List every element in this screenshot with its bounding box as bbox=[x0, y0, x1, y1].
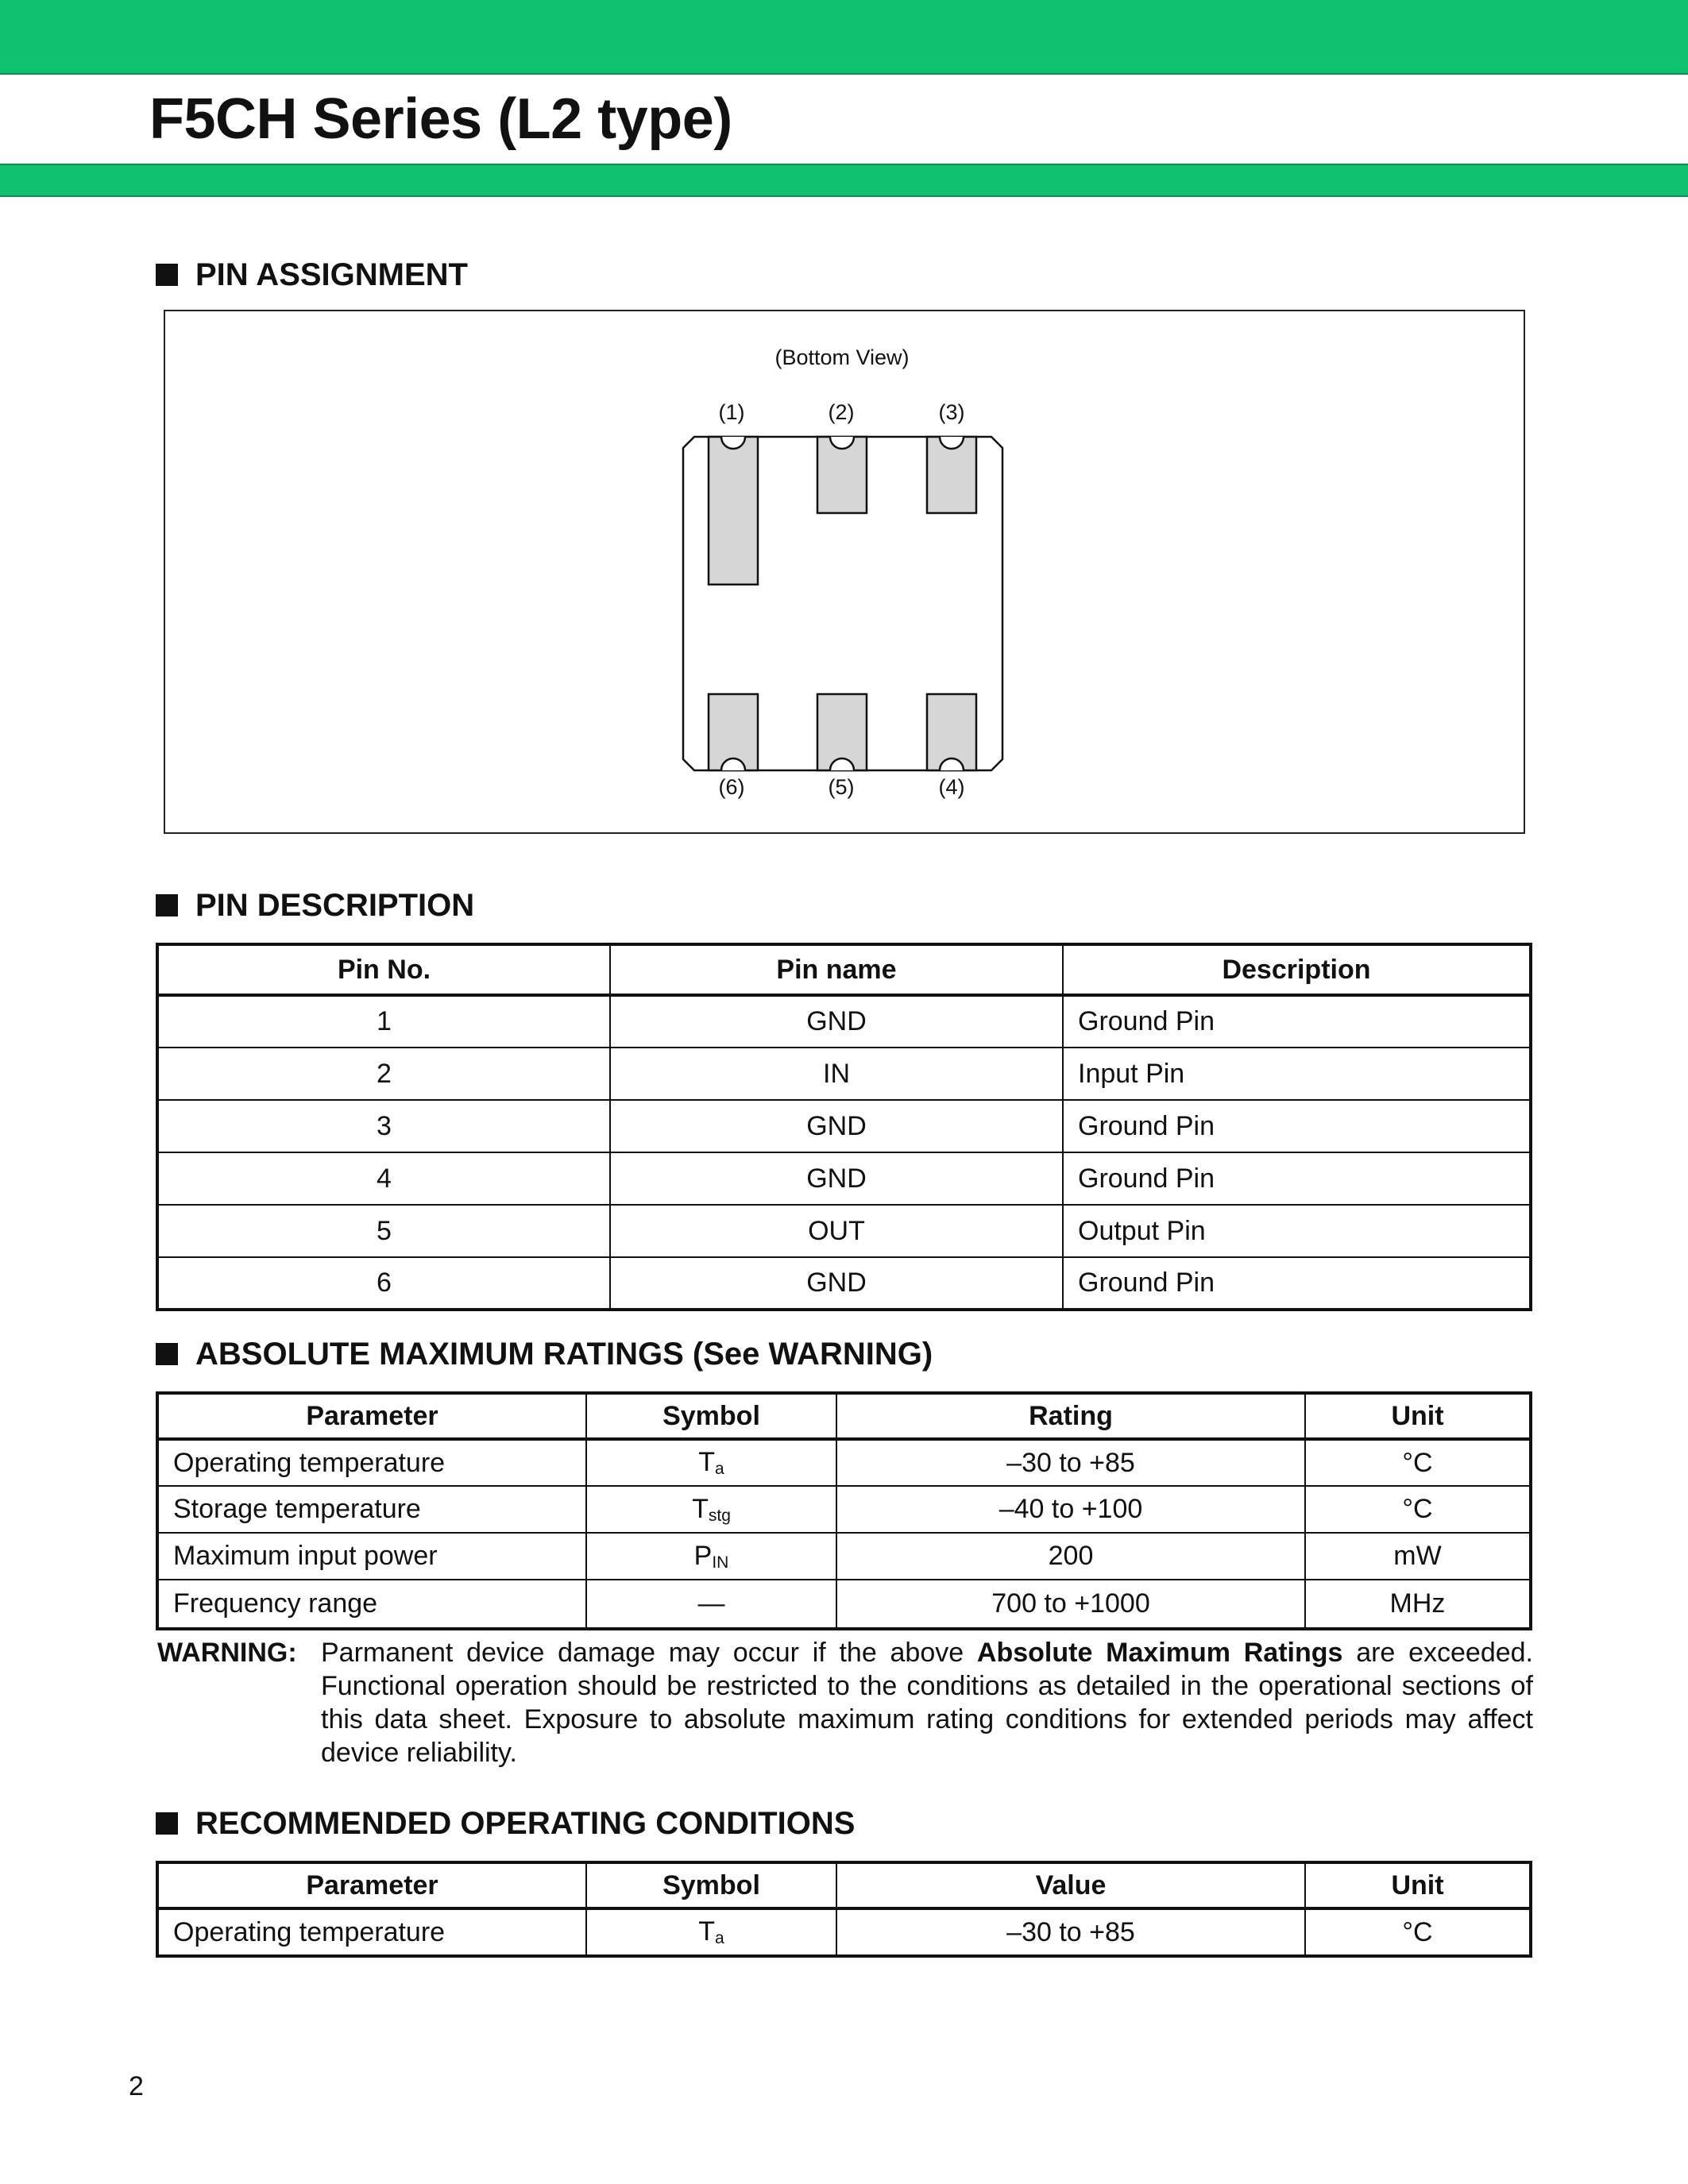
pin-label-3: (3) bbox=[938, 400, 965, 424]
column-header: Symbol bbox=[586, 1393, 836, 1439]
section-heading-absolute-maximum-ratings: ABSOLUTE MAXIMUM RATINGS (See WARNING) bbox=[156, 1335, 933, 1373]
column-header: Pin name bbox=[610, 944, 1063, 995]
pin-label-1: (1) bbox=[718, 400, 745, 424]
bottom-view-label: (Bottom View) bbox=[774, 345, 910, 369]
symbol-cell: $T_a$ bbox=[586, 1908, 836, 1956]
unit-cell: °C bbox=[1305, 1439, 1531, 1486]
table-row bbox=[157, 1533, 1531, 1580]
section-heading-recommended-operating-conditions: RECOMMENDED OPERATING CONDITIONS bbox=[156, 1804, 855, 1843]
table-row bbox=[157, 1205, 1531, 1257]
pin-description-table bbox=[156, 943, 1532, 1311]
unit-cell: °C bbox=[1305, 1486, 1531, 1533]
pin-name: GND bbox=[610, 995, 1063, 1048]
symbol-cell: — bbox=[586, 1580, 836, 1629]
page-title: F5CH Series (L2 type) bbox=[149, 87, 732, 151]
pin-name: GND bbox=[610, 1257, 1063, 1310]
pin-number: 1 bbox=[157, 995, 610, 1048]
pin-label-6: (6) bbox=[718, 775, 745, 799]
parameter-cell: Storage temperature bbox=[157, 1486, 586, 1533]
unit-cell: °C bbox=[1305, 1908, 1531, 1956]
symbol-cell: $P_{IN}$ bbox=[586, 1533, 836, 1580]
parameter-cell: Operating temperature bbox=[157, 1439, 586, 1486]
recommended-operating-conditions-table bbox=[156, 1861, 1532, 1958]
table-row bbox=[157, 1257, 1531, 1310]
pin-label-2: (2) bbox=[828, 400, 855, 424]
pin-number: 6 bbox=[157, 1257, 610, 1310]
pin-number: 3 bbox=[157, 1100, 610, 1152]
section-heading-pin-description: PIN DESCRIPTION bbox=[156, 886, 474, 924]
square-bullet-icon bbox=[156, 264, 178, 286]
pin-number: 2 bbox=[157, 1048, 610, 1100]
rating-cell: 700 to +1000 bbox=[836, 1580, 1305, 1629]
table-header-row bbox=[157, 1862, 1531, 1908]
table-row bbox=[157, 1048, 1531, 1100]
column-header: Pin No. bbox=[157, 944, 610, 995]
table-row bbox=[157, 1580, 1531, 1629]
square-bullet-icon bbox=[156, 1343, 178, 1365]
top-color-band bbox=[0, 0, 1688, 75]
table-header-row bbox=[157, 944, 1531, 995]
warning-text: Parmanent device damage may occur if the above Absolute Maximum Ratings are exceeded. Functional operation should be restricted to the conditions as detailed in the operational sections of this data sheet. Exposure to absolute maximum rating conditions for extended periods may affect device reliability. bbox=[321, 1638, 1534, 1768]
pin-label-5: (5) bbox=[828, 775, 855, 799]
pad-1 bbox=[709, 437, 758, 585]
column-header: Symbol bbox=[586, 1862, 836, 1908]
pin-description: Ground Pin bbox=[1063, 1100, 1531, 1152]
unit-cell: mW bbox=[1305, 1533, 1531, 1580]
parameter-cell: Frequency range bbox=[157, 1580, 586, 1629]
pin-description: Output Pin bbox=[1063, 1205, 1531, 1257]
column-header: Unit bbox=[1305, 1862, 1531, 1908]
value-cell: –30 to +85 bbox=[836, 1908, 1305, 1956]
pin-assignment-diagram bbox=[164, 310, 1525, 834]
table-header-row bbox=[157, 1393, 1531, 1439]
column-header: Description bbox=[1063, 944, 1531, 995]
parameter-cell: Operating temperature bbox=[157, 1908, 586, 1956]
table-row bbox=[157, 1100, 1531, 1152]
symbol-cell: $T_a$ bbox=[586, 1439, 836, 1486]
pin-name: IN bbox=[610, 1048, 1063, 1100]
pin-label-4: (4) bbox=[938, 775, 965, 799]
column-header: Parameter bbox=[157, 1393, 586, 1439]
symbol-cell: $T_{stg}$ bbox=[586, 1486, 836, 1533]
parameter-cell: Maximum input power bbox=[157, 1533, 586, 1580]
title-underline-band bbox=[0, 164, 1688, 197]
pin-name: GND bbox=[610, 1100, 1063, 1152]
pin-number: 5 bbox=[157, 1205, 610, 1257]
column-header: Unit bbox=[1305, 1393, 1531, 1439]
rating-cell: 200 bbox=[836, 1533, 1305, 1580]
column-header: Rating bbox=[836, 1393, 1305, 1439]
rating-cell: –30 to +85 bbox=[836, 1439, 1305, 1486]
pin-description: Input Pin bbox=[1063, 1048, 1531, 1100]
pin-description: Ground Pin bbox=[1063, 1257, 1531, 1310]
page-number: 2 bbox=[129, 2071, 144, 2101]
pin-name: OUT bbox=[610, 1205, 1063, 1257]
warning-label: WARNING: bbox=[157, 1638, 297, 1668]
unit-cell: MHz bbox=[1305, 1580, 1531, 1629]
column-header: Parameter bbox=[157, 1862, 586, 1908]
pin-name: GND bbox=[610, 1152, 1063, 1205]
pin-number: 4 bbox=[157, 1152, 610, 1205]
absolute-maximum-ratings-table bbox=[156, 1391, 1532, 1630]
pin-description: Ground Pin bbox=[1063, 995, 1531, 1048]
table-row bbox=[157, 995, 1531, 1048]
square-bullet-icon bbox=[156, 1812, 178, 1835]
warning-note bbox=[157, 1636, 1533, 1769]
table-row bbox=[157, 1152, 1531, 1205]
section-heading-pin-assignment: PIN ASSIGNMENT bbox=[156, 256, 468, 294]
table-row bbox=[157, 1908, 1531, 1956]
table-row bbox=[157, 1486, 1531, 1533]
table-row bbox=[157, 1439, 1531, 1486]
column-header: Value bbox=[836, 1862, 1305, 1908]
pin-description: Ground Pin bbox=[1063, 1152, 1531, 1205]
rating-cell: –40 to +100 bbox=[836, 1486, 1305, 1533]
square-bullet-icon bbox=[156, 894, 178, 916]
